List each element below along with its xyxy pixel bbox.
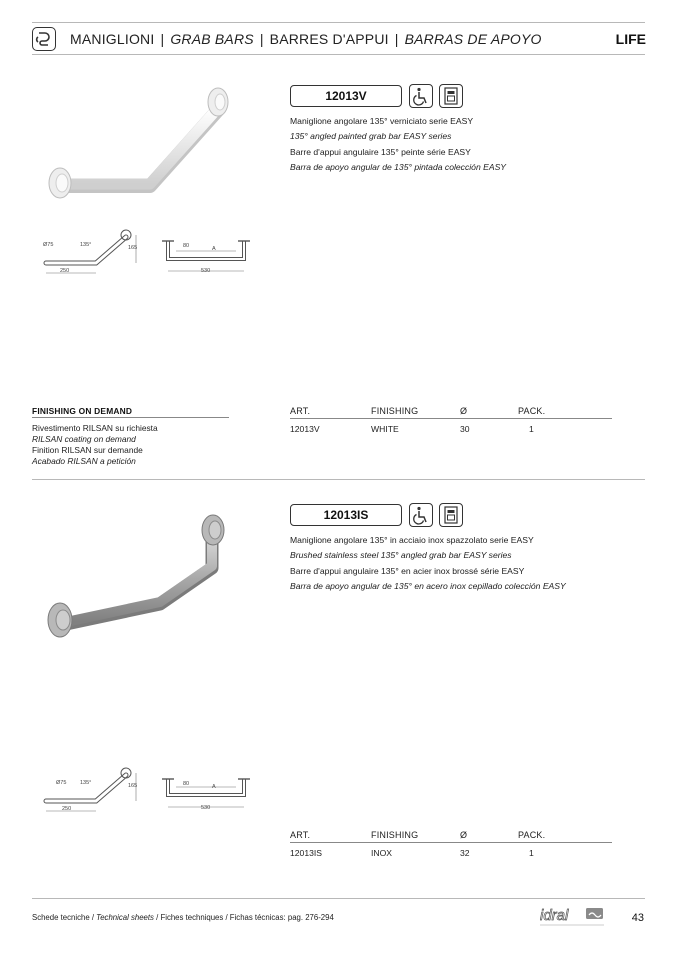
product-code-box: 12013IS: [290, 504, 402, 526]
product-code-box: 12013V: [290, 85, 402, 107]
dim-width: 250: [60, 268, 70, 274]
dim-a-2: A: [212, 784, 216, 790]
product-description: [290, 533, 566, 595]
title-separator: |: [160, 31, 165, 47]
finishing-on-demand-text: [32, 423, 158, 467]
desc-it: Maniglione angolare 135° verniciato serie EASY: [290, 116, 474, 126]
finish-it: Rivestimento RILSAN su richiesta: [32, 423, 158, 433]
footer-separator: /: [89, 913, 97, 922]
section-divider: [32, 479, 645, 480]
footer-technical-sheets: [32, 913, 334, 922]
col-diameter: Ø: [460, 406, 468, 416]
cell-finishing: WHITE: [371, 424, 399, 434]
col-diameter: Ø: [460, 830, 468, 840]
header-top-rule: [32, 22, 645, 23]
dim-a: A: [212, 246, 216, 252]
cell-pack: 1: [529, 424, 534, 434]
footer-fr: Fiches techniques: [160, 913, 224, 922]
cell-diameter: 32: [460, 848, 470, 858]
finish-en: RILSAN coating on demand: [32, 434, 136, 444]
footer-separator: /: [223, 913, 230, 922]
dim-diameter-2: Ø75: [56, 780, 67, 786]
wheelchair-icon: [409, 503, 433, 527]
footer-separator: /: [153, 913, 161, 922]
finishing-rule: [32, 417, 229, 418]
dim-diameter: Ø75: [43, 242, 54, 248]
table-rule: [290, 418, 612, 419]
brand-icon: [32, 27, 56, 51]
cell-pack: 1: [529, 848, 534, 858]
dim-angle-2: 135°: [80, 780, 92, 786]
table-rule: [290, 842, 612, 843]
col-pack: PACK.: [518, 406, 546, 416]
technical-drawing-top: [160, 235, 255, 285]
title-separator: |: [259, 31, 264, 47]
desc-es: Barra de apoyo angular de 135° en acero inox cepillado colección EASY: [290, 581, 566, 592]
technical-drawing-top-2: [160, 773, 255, 823]
wheelchair-icon: [409, 84, 433, 108]
cell-finishing: INOX: [371, 848, 393, 858]
idral-logo-text: idral: [540, 907, 569, 924]
idral-logo: [540, 906, 606, 933]
dim-width-2: 250: [62, 806, 72, 812]
dim-top-2: 80: [183, 781, 190, 787]
title-fr: BARRES D'APPUI: [269, 31, 389, 47]
dim-height: 165: [128, 245, 138, 251]
desc-it: Maniglione angolare 135° in acciaio inox spazzolato serie EASY: [290, 535, 534, 545]
product-photo-white: [30, 80, 255, 220]
dim-top: 80: [183, 243, 190, 249]
desc-en: 135° angled painted grab bar EASY series: [290, 131, 452, 142]
page-number: 43: [631, 912, 644, 924]
footer-es: Fichas técnicas: pag. 276-294: [229, 913, 334, 922]
col-finishing: FINISHING: [371, 406, 419, 416]
footer-en: Technical sheets: [96, 913, 154, 922]
installation-icon: [439, 503, 463, 527]
dim-angle: 135°: [80, 242, 92, 248]
desc-fr: Barre d'appui angulaire 135° en acier inox brossé série EASY: [290, 565, 525, 576]
cell-diameter: 30: [460, 424, 470, 434]
installation-icon: [439, 84, 463, 108]
title-en: GRAB BARS: [170, 31, 254, 47]
dim-total-2: 530: [201, 805, 211, 811]
cell-art: 12013V: [290, 424, 320, 434]
desc-fr: Barre d'appui angulaire 135° peinte série EASY: [290, 146, 471, 157]
title-it: MANIGLIONI: [70, 31, 155, 47]
finishing-on-demand-title: FINISHING ON DEMAND: [32, 406, 133, 416]
finish-es: Acabado RILSAN a petición: [32, 456, 136, 466]
header-bottom-rule: [32, 54, 645, 55]
desc-es: Barra de apoyo angular de 135° pintada colección EASY: [290, 162, 507, 173]
page-title: [70, 31, 542, 47]
col-art: ART.: [290, 830, 311, 840]
product-description: [290, 114, 506, 176]
technical-drawing-side: [38, 223, 148, 286]
dim-total: 530: [201, 268, 211, 274]
col-pack: PACK.: [518, 830, 546, 840]
dim-height-2: 165: [128, 783, 138, 789]
footer-rule: [32, 898, 645, 899]
desc-en: Brushed stainless steel 135° angled grab bar EASY series: [290, 550, 512, 561]
title-es: BARRAS DE APOYO: [404, 31, 542, 47]
finish-fr: Finition RILSAN sur demande: [32, 445, 143, 455]
title-separator: |: [394, 31, 399, 47]
footer-it: Schede tecniche: [32, 913, 90, 922]
col-finishing: FINISHING: [371, 830, 419, 840]
collection-label: LIFE: [615, 31, 646, 47]
cell-art: 12013IS: [290, 848, 323, 858]
col-art: ART.: [290, 406, 311, 416]
product-photo-inox: [38, 512, 238, 647]
technical-drawing-side-2: [38, 765, 148, 828]
